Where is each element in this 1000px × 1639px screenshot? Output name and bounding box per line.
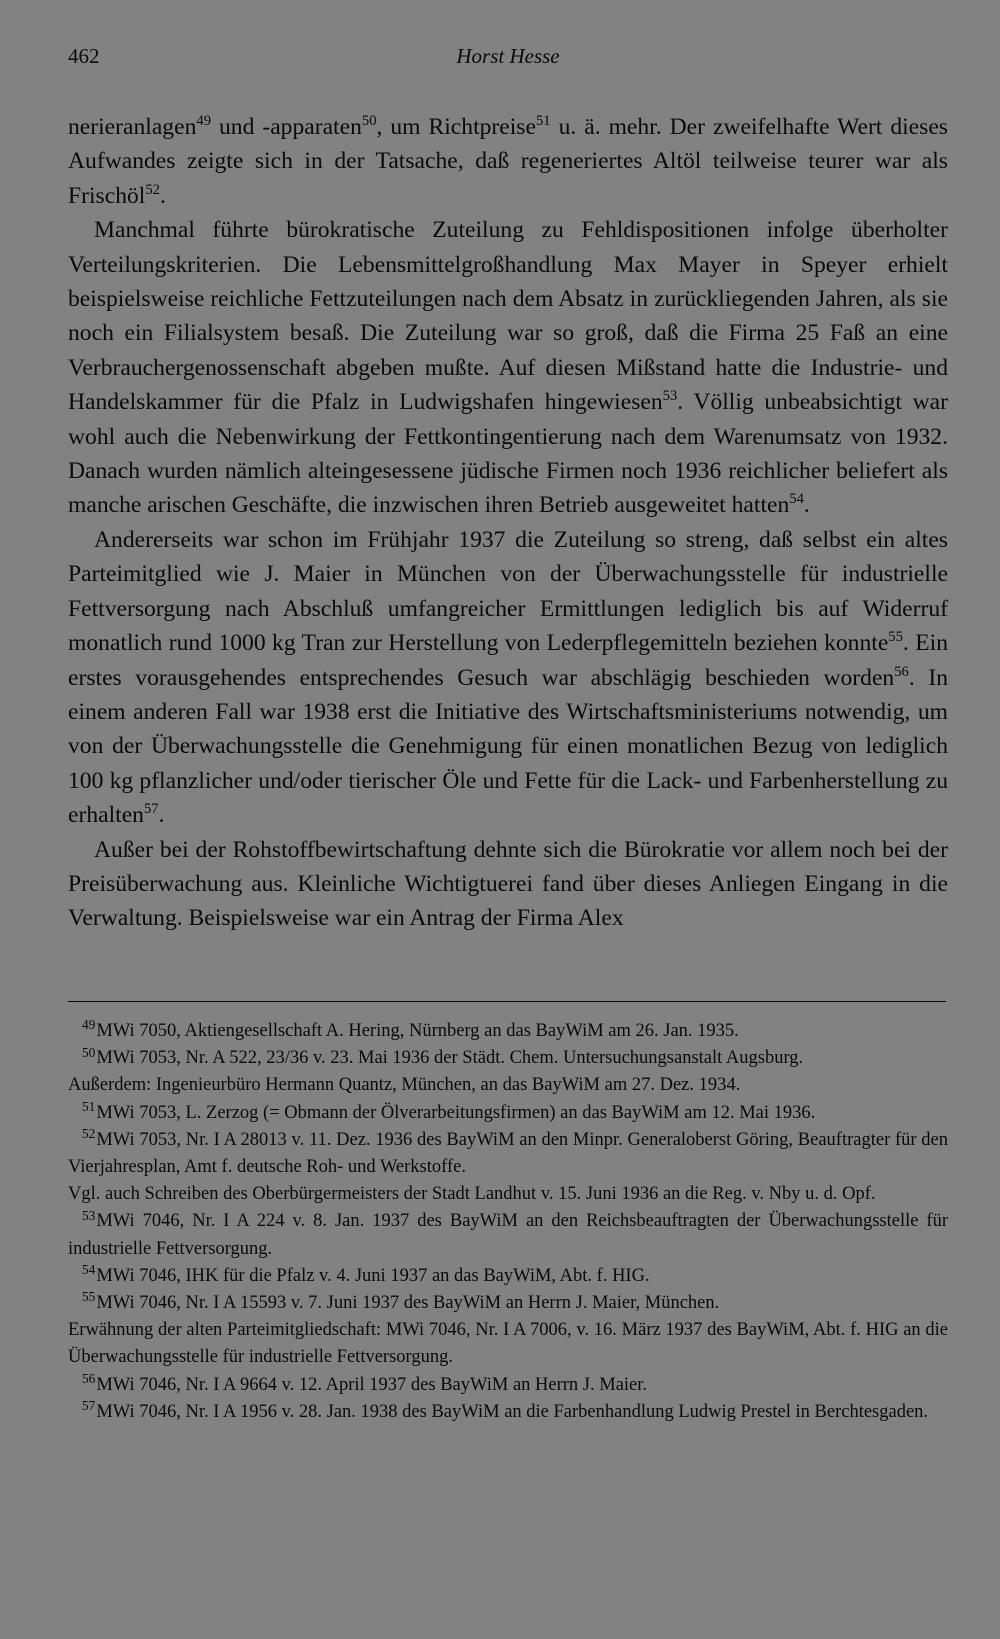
footnote-ref: 49 (196, 112, 211, 129)
footnotes (68, 1018, 948, 1426)
footnote-ref: 55 (888, 629, 903, 646)
footnote-ref: 56 (894, 663, 909, 680)
footnote-number: 55 (82, 1289, 96, 1305)
footnote-number: 53 (82, 1207, 96, 1223)
running-title: Horst Hesse (456, 44, 560, 68)
footnote: $^{53}$MWi 7046, Nr. I A 224 v. 8. Jan. 1937 des BayWiM an den Reichsbeauftragten der Überwachungsstelle für industrielle Fettversorgung. (68, 1207, 948, 1259)
paragraph: Außer bei der Rohstoffbewirtschaftung dehnte sich die Bürokratie vor allem noch bei der Preisüberwachung aus. Kleinliche Wichtigtuerei fand über dieses Anliegen Eingang in die Verwaltung. Beispielsweise war ein Antrag der Firma Alex (68, 836, 948, 932)
paragraph: Manchmal führte bürokratische Zuteilung zu Fehldispositionen infolge überholter Verteilungskriterien. Die Lebensmittelgroßhandlung Max Mayer in Speyer erhielt beispielsweise reichliche Fettzuteilungen nach dem Absatz in zurückliegenden Jahren, als sie noch ein Filialsystem besaß. Die Zuteilung war so groß, daß die Firma 25 Faß an eine Verbrauchergenossenschaft abgeben mußte. Auf diesen Mißstand hatte die Industrie- und Handelskammer für die Pfalz in Ludwigshafen hingewiesen$^{53}$. Völlig unbeabsichtigt war wohl auch die Nebenwirkung der Fettkontingentierung nach dem Warenumsatz von 1932. Danach wurden nämlich alteingesessene jüdische Firmen noch 1936 reichlicher beliefert als manche arischen Geschäfte, die inzwischen ihren Betrieb ausgeweitet hatten$^{54}$. (68, 217, 948, 519)
footnote-continuation: Außerdem: Ingenieurbüro Hermann Quantz, München, an das BayWiM am 27. Dez. 1934. (68, 1075, 741, 1096)
running-head (68, 44, 948, 74)
footnote-number: 56 (82, 1370, 96, 1386)
footnote-continuation: Erwähnung der alten Parteimitgliedschaft: MWi 7046, Nr. I A 7006, v. 16. März 1937 des BayWiM, Abt. f. HIG an die Überwachungsstelle für industrielle Fettversorgung. (68, 1320, 948, 1368)
footnote-number: 50 (82, 1044, 96, 1060)
footnote-continuation: Vgl. auch Schreiben des Oberbürgermeisters der Stadt Landhut v. 15. Juni 1936 an die Reg. v. Nby u. d. Opf. (68, 1184, 876, 1205)
footnote-ref: 50 (361, 112, 377, 129)
footnote-ref: 57 (143, 801, 159, 818)
footnote: $^{52}$MWi 7053, Nr. I A 28013 v. 11. Dez. 1936 des BayWiM an den Minpr. Generaloberst Göring, Beauftragter für den Vierjahresplan, Amt f. deutsche Roh- und Werkstoffe. (68, 1126, 948, 1178)
footnote: $^{49}$MWi 7050, Aktiengesellschaft A. Hering, Nürnberg an das BayWiM am 26. Jan. 1935. (82, 1017, 739, 1041)
page-number: 462 (68, 44, 100, 68)
footnote-ref: 54 (789, 491, 804, 508)
footnote-number: 49 (82, 1017, 96, 1033)
footnote: $^{50}$MWi 7053, Nr. A 522, 23/36 v. 23. Mai 1936 der Städt. Chem. Untersuchungsanstalt Augsburg. (82, 1044, 804, 1069)
footnote: $^{51}$MWi 7053, L. Zerzog (= Obmann der Ölverarbeitungsfirmen) an das BayWiM am 12. Mai 1936. (82, 1098, 816, 1123)
paragraph: Andererseits war schon im Frühjahr 1937 die Zuteilung so streng, daß selbst ein altes Parteimitglied wie J. Maier in München von der Überwachungsstelle für industrielle Fettversorgung nach Abschluß umfangreicher Ermittlungen lediglich bis auf Widerruf monatlich rund 1000 kg Tran zur Herstellung von Lederpflegemitteln beziehen konnte$^{55}$. Ein erstes vorausgehendes entsprechendes Gesuch war abschlägig beschieden worden$^{56}$. In einem anderen Fall war 1938 erst die Initiative des Wirtschaftsministeriums notwendig, um von der Überwachungsstelle die Genehmigung für einen monatlichen Bezug von lediglich 100 kg pflanzlicher und/oder tierischer Öle und Fette für die Lack- und Farbenherstellung zu erhalten$^{57}$. (68, 526, 949, 829)
footnote-number: 52 (82, 1126, 96, 1142)
footnote-number: 54 (82, 1262, 96, 1278)
footnote: $^{57}$MWi 7046, Nr. I A 1956 v. 28. Jan. 1938 des BayWiM an die Farbenhandlung Ludwig Prestel in Berchtesgaden. (82, 1398, 929, 1422)
footnote-divider (68, 1001, 946, 1002)
footnote: $^{55}$MWi 7046, Nr. I A 15593 v. 7. Juni 1937 des BayWiM an Herrn J. Maier, München. (82, 1289, 720, 1314)
paragraph: nerieranlagen$^{49}$ und -apparaten$^{50}$, um Richtpreise$^{51}$ u. ä. mehr. Der zweifelhafte Wert dieses Aufwandes zeigte sich in der Tatsache, daß regeneriertes Altöl teilweise teurer war als Frischöl$^{52}$. (68, 112, 948, 209)
footnote-ref: 51 (535, 112, 551, 129)
body-text (68, 110, 948, 936)
footnote: $^{54}$MWi 7046, IHK für die Pfalz v. 4. Juni 1937 an das BayWiM, Abt. f. HIG. (82, 1262, 650, 1286)
footnote-number: 51 (82, 1098, 96, 1114)
footnote-ref: 52 (145, 181, 160, 198)
footnote: $^{56}$MWi 7046, Nr. I A 9664 v. 12. April 1937 des BayWiM an Herrn J. Maier. (82, 1370, 648, 1395)
footnote-number: 57 (82, 1398, 96, 1414)
footnote-ref: 53 (662, 388, 678, 405)
